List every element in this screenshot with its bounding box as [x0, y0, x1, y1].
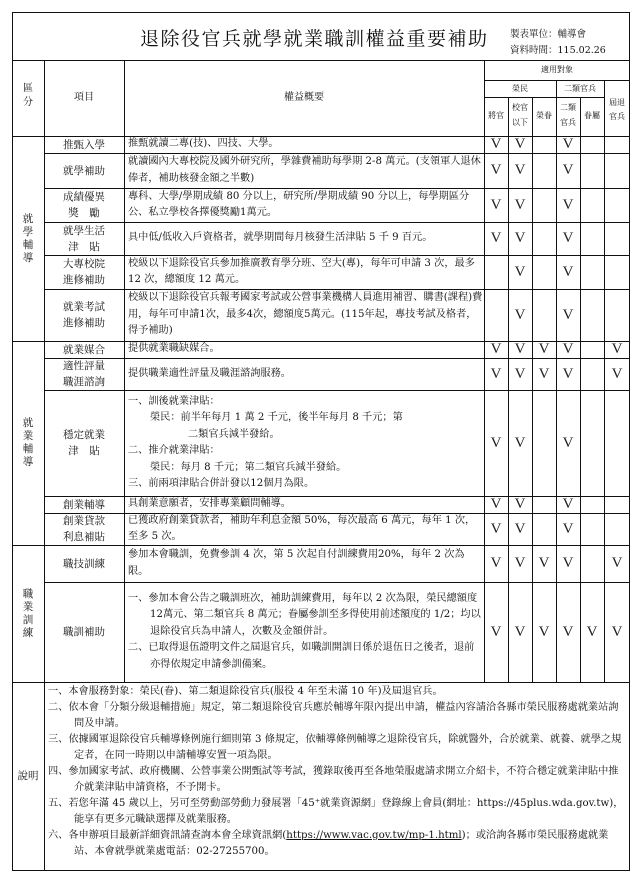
benefit-item-name	[44, 153, 124, 188]
eligibility-mark: V	[490, 196, 502, 213]
eligibility-mark	[580, 496, 604, 513]
eligibility-mark: V	[562, 434, 574, 451]
benefit-description	[128, 289, 483, 341]
eligibility-mark: V	[490, 434, 502, 451]
header-group-veterans: 榮民	[512, 84, 528, 93]
section-category: 就 業 輔 導	[22, 417, 34, 468]
header-subline-2	[484, 97, 604, 98]
benefit-item-name	[44, 341, 124, 358]
eligibility-mark: V	[562, 341, 574, 357]
item-label-line: 就業考試	[63, 301, 105, 313]
header-category: 區 分	[23, 83, 33, 108]
benefit-description	[128, 188, 483, 222]
eligibility-mark: V	[514, 555, 526, 571]
eligibility-mark: V	[562, 623, 574, 640]
item-label-line: 職訓補助	[63, 626, 105, 638]
eligibility-mark	[605, 496, 629, 513]
description-line: 校級以下退除役官兵參加推廣教育學分班、空大(專)，每年可申請 3 次，最多 12 次，總額度 12 萬元。	[128, 257, 475, 285]
eligibility-mark	[580, 255, 604, 289]
benefit-item-name	[44, 188, 124, 222]
eligibility-mark	[580, 545, 604, 582]
eligibility-mark: V	[562, 496, 574, 512]
item-label-line: 適性評量	[63, 360, 105, 372]
benefit-description	[128, 358, 483, 390]
benefit-description	[128, 222, 483, 255]
eligibility-mark: V	[514, 623, 526, 640]
description-line: 二類官兵減半發給。	[188, 428, 280, 440]
eligibility-mark	[580, 188, 604, 222]
eligibility-mark	[532, 513, 556, 545]
eligibility-mark	[532, 222, 556, 255]
item-label-line: 津 貼	[68, 445, 100, 457]
header-item: 項目	[74, 92, 94, 103]
eligibility-mark: V	[611, 365, 623, 382]
section-category: 就 學 輔 導	[22, 212, 34, 264]
description-line: 一、訓後就業津貼：	[128, 395, 220, 407]
benefit-description	[128, 496, 483, 513]
benefit-description	[128, 390, 483, 496]
description-line: 具中低/低收入戶資格者，就學期間每月核發生活津貼 5 千 9 百元。	[128, 232, 433, 244]
note-text: )；或洽詢各縣市榮民服務處就業站、本會就學就業處電話：02-27255700。	[74, 830, 609, 857]
benefit-item-name	[44, 222, 124, 255]
eligibility-mark: V	[562, 263, 574, 280]
eligibility-mark: V	[490, 520, 502, 537]
benefit-item-name	[44, 545, 124, 582]
item-label-line: 成績優異	[63, 191, 105, 203]
header-retired: 屆退 官兵	[609, 98, 625, 121]
benefit-item-name	[44, 358, 124, 390]
description-line: 已獲政府創業貸款者，補助年利息金額 50%，每次最高 6 萬元，每年 1 次，至多 5 次。	[128, 514, 476, 542]
eligibility-mark: V	[490, 162, 502, 178]
eligibility-mark: V	[562, 520, 574, 537]
benefit-description	[128, 153, 483, 188]
note-item-website	[48, 828, 628, 860]
eligibility-mark: V	[562, 555, 574, 571]
eligibility-mark: V	[514, 230, 526, 246]
eligibility-mark: V	[490, 623, 502, 640]
header-subline-1	[484, 80, 630, 81]
eligibility-mark: V	[562, 136, 574, 152]
eligibility-mark	[580, 513, 604, 545]
note-item: 三、依據國軍退除役官兵輔導條例施行細則第 3 條規定，依輔導條例輔導之退除役官兵，除就醫外，合於就業、就養、就學之規定者，在同一時期以申請輔導安置一項為限。	[48, 734, 622, 761]
benefit-description	[128, 582, 483, 682]
note-item: 五、若您年滿 45 歲以上，另可至勞動部勞動力發展署「45⁺就業資源網」登錄線上會員(網址：https://45plus.wda.gov.tw)，能享有更多元職缺選擇及就業服務。	[48, 798, 624, 825]
eligibility-mark	[580, 289, 604, 341]
eligibility-mark	[484, 289, 508, 341]
eligibility-mark: V	[562, 365, 574, 382]
website-link[interactable]: https://www.vac.gov.tw/mp-1.html	[286, 830, 462, 841]
note-text: 六、各申辦項目最新詳細資訊請查詢本會全球資訊網(	[48, 830, 287, 841]
item-label-line: 進修補助	[63, 274, 105, 286]
eligibility-mark	[605, 188, 629, 222]
header-summary: 權益概要	[284, 92, 324, 103]
eligibility-mark	[532, 496, 556, 513]
eligibility-mark: V	[538, 341, 550, 357]
description-line: 具創業意願者，安排專業顧問輔導。	[128, 498, 291, 510]
description-line: 校級以下退除役官兵報考國家考試或公營事業機構人員進用補習、購書(課程)費用，每年可申請1次，最多4次，總額度5萬元。(115年起，專技考試及格者，得予補助)	[128, 292, 483, 337]
eligibility-mark	[580, 153, 604, 188]
eligibility-mark	[532, 289, 556, 341]
item-label-line: 進修補助	[63, 317, 105, 329]
benefit-item-name	[44, 582, 124, 682]
note-item: 四、參加國家考試、政府機關、公營事業公開甄試等考試，獲錄取後再至各地榮服處請求開立介紹卡，不符合穩定就業津貼中推介就業津貼申請資格，不予開卡。	[48, 766, 619, 793]
item-label-line: 大專校院	[63, 258, 105, 270]
eligibility-mark	[605, 153, 629, 188]
description-line: 推甄就讀二專(技)、四技、大學。	[128, 138, 279, 150]
item-label-line: 就學補助	[63, 164, 105, 177]
eligibility-mark: V	[514, 306, 526, 323]
item-label-line: 獎 勵	[68, 207, 100, 219]
header-veteran-family: 榮眷	[536, 111, 552, 120]
item-label-line: 創業貸款	[63, 515, 105, 527]
eligibility-mark	[605, 136, 629, 153]
eligibility-mark	[532, 153, 556, 188]
eligibility-mark: V	[490, 555, 502, 571]
eligibility-mark: V	[538, 555, 550, 571]
benefit-item-name	[44, 496, 124, 513]
header-officers-below: 校官 以下	[512, 103, 528, 127]
eligibility-mark: V	[562, 230, 574, 246]
eligibility-mark: V	[538, 365, 550, 382]
item-label-line: 職技訓練	[63, 557, 105, 570]
item-label-line: 職涯諮詢	[63, 376, 105, 388]
benefit-item-name	[44, 390, 124, 496]
header-general: 將官	[488, 111, 504, 120]
description-line: 就讀國內大專校院及國外研究所，學雜費補助每學期 2-8 萬元。(支領軍人退休俸者，補助核發金額之半數)	[128, 156, 481, 184]
header-class2-soldier: 二類 官兵	[560, 103, 576, 127]
notes-list	[48, 684, 628, 860]
notes-top-line	[12, 682, 630, 683]
item-label-line: 利息補貼	[63, 531, 105, 543]
section-category: 職 業 訓 練	[22, 587, 34, 639]
benefit-item-name	[44, 136, 124, 153]
benefit-description	[128, 136, 483, 153]
item-label-line: 推甄入學	[63, 138, 105, 151]
eligibility-mark: V	[514, 263, 526, 280]
eligibility-mark	[605, 289, 629, 341]
title-divider	[12, 60, 630, 61]
description-line: 榮民：前半年每月 1 萬 2 千元，後半年每月 8 千元；第	[150, 412, 403, 423]
description-line: 二、推介就業津貼：	[128, 445, 220, 456]
eligibility-mark	[605, 390, 629, 496]
description-line: 參加本會職訓，免費參訓 4 次，第 5 次起自付訓練費用20%，每年 2 次為限。	[128, 549, 465, 577]
eligibility-mark: V	[562, 306, 574, 323]
eligibility-mark: V	[611, 555, 623, 571]
eligibility-mark: V	[611, 623, 623, 640]
eligibility-mark	[484, 255, 508, 289]
eligibility-mark	[532, 255, 556, 289]
item-label-line: 穩定就業	[63, 429, 105, 441]
data-date: 資料時間：115.02.26	[510, 45, 606, 56]
eligibility-mark	[580, 390, 604, 496]
description-line: 榮民：每月 8 千元；第二類官兵減半發給。	[150, 461, 347, 473]
eligibility-mark: V	[514, 434, 526, 451]
benefit-description	[128, 513, 483, 545]
issuer-label: 製表單位：輔導會	[510, 29, 587, 40]
description-line: 一、參加本會公告之職訓班次，補助訓練費用，每年以 2 次為限，榮民總額度12萬元、第二類官兵 8 萬元；眷屬參訓至多得使用前述額度的 1/2；均以退除役官兵為申請人，次數及金額併計。	[128, 592, 481, 637]
eligibility-mark	[605, 513, 629, 545]
eligibility-mark: V	[562, 196, 574, 213]
description-line: 專科、大學/學期成績 80 分以上，研究所/學期成績 90 分以上，每學期區分公、私立學校各擇優獎勵1萬元。	[128, 190, 470, 218]
eligibility-mark: V	[490, 136, 502, 152]
header-group-class2: 二類官兵	[564, 84, 596, 93]
description-line: 三、前兩項津貼合併計發以12個月為限。	[128, 478, 315, 489]
eligibility-mark: V	[490, 341, 502, 357]
notes-label: 說明	[17, 770, 39, 782]
eligibility-mark: V	[490, 496, 502, 512]
benefit-description	[128, 255, 483, 289]
item-label-line: 就業媒合	[63, 343, 105, 356]
eligibility-mark	[580, 222, 604, 255]
eligibility-mark: V	[586, 623, 598, 640]
page-title: 退除役官兵就學就業職訓權益重要補助	[140, 28, 489, 50]
benefit-item-name	[44, 513, 124, 545]
eligibility-mark: V	[514, 136, 526, 152]
eligibility-mark: V	[514, 365, 526, 382]
eligibility-mark	[605, 222, 629, 255]
item-label-line: 津 貼	[68, 240, 100, 253]
note-item: 二、依本會「分類分級退輔措施」規定，第二類退除役官兵應於輔導年限內提出申請，權益內容請洽各縣市榮民服務處就業站詢問及申請。	[48, 702, 619, 729]
eligibility-mark	[580, 136, 604, 153]
eligibility-mark: V	[490, 230, 502, 246]
eligibility-mark: V	[538, 623, 550, 640]
eligibility-mark: V	[514, 196, 526, 213]
benefit-description	[128, 341, 483, 358]
benefit-item-name	[44, 255, 124, 289]
eligibility-mark	[580, 341, 604, 358]
eligibility-mark: V	[514, 341, 526, 357]
benefit-description	[128, 545, 483, 582]
description-line: 提供職業適性評量及職涯諮詢服務。	[128, 367, 291, 379]
item-label-line: 創業輔導	[63, 498, 105, 511]
item-label-line: 就學生活	[63, 224, 105, 237]
description-line: 二、已取得退伍證明文件之屆退官兵，如職訓開訓日係於退伍日之後者，退前亦得依規定申請參訓備案。	[128, 642, 475, 670]
header-class2-family: 眷屬	[584, 111, 600, 120]
eligibility-mark	[580, 358, 604, 390]
benefit-item-name	[44, 289, 124, 341]
description-line: 提供就業職缺媒合。	[128, 343, 220, 355]
eligibility-mark: V	[562, 162, 574, 178]
eligibility-mark: V	[611, 341, 623, 357]
eligibility-mark: V	[514, 496, 526, 512]
eligibility-mark: V	[490, 365, 502, 382]
eligibility-mark	[605, 255, 629, 289]
eligibility-mark	[532, 390, 556, 496]
note-item: 一、本會服務對象：榮民(眷)、第二類退除役官兵(服役 4 年至未滿 10 年)及屆退官兵。	[48, 686, 443, 697]
header-applicable: 適用對象	[541, 65, 573, 74]
eligibility-mark: V	[514, 520, 526, 537]
eligibility-mark	[532, 188, 556, 222]
eligibility-mark	[532, 136, 556, 153]
eligibility-mark: V	[514, 162, 526, 178]
